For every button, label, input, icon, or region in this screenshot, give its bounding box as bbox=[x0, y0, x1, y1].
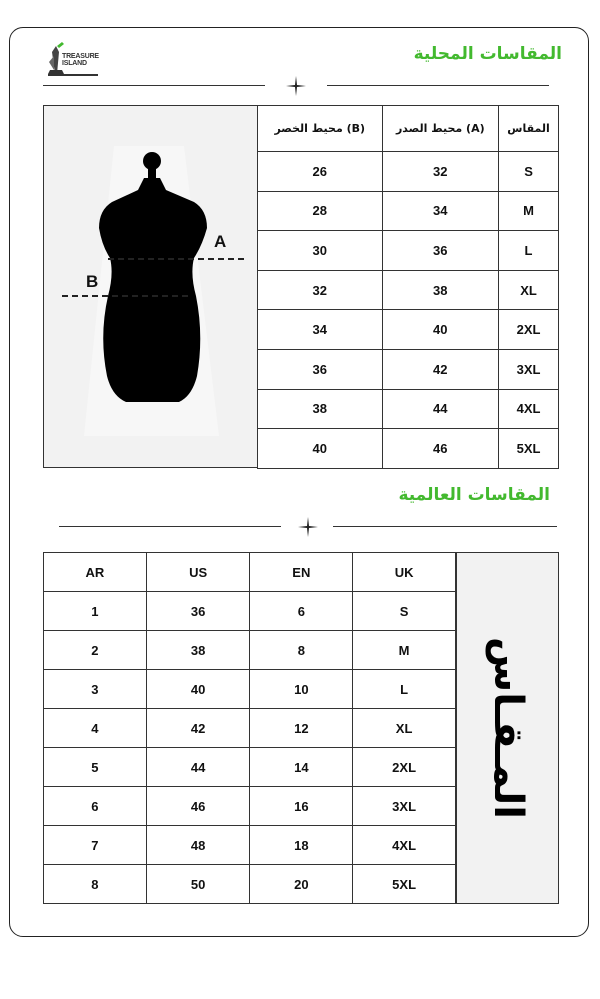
chest-cell: 34 bbox=[382, 191, 499, 231]
ar-cell: 2 bbox=[44, 631, 147, 670]
table-row bbox=[258, 270, 559, 310]
section-divider bbox=[59, 517, 557, 537]
chest-cell: 46 bbox=[382, 429, 499, 469]
table-row bbox=[258, 429, 559, 469]
brand-line2: ISLAND bbox=[62, 60, 87, 67]
us-cell: 48 bbox=[146, 826, 250, 865]
table-row bbox=[44, 592, 456, 631]
waist-cell: 32 bbox=[258, 270, 383, 310]
us-cell: 38 bbox=[146, 631, 250, 670]
header-ar: AR bbox=[44, 553, 147, 592]
sparkle-icon bbox=[298, 517, 318, 537]
table-row bbox=[258, 152, 559, 192]
us-cell: 46 bbox=[146, 787, 250, 826]
ar-cell: 4 bbox=[44, 709, 147, 748]
size-cell: L bbox=[499, 231, 559, 271]
en-cell: 8 bbox=[250, 631, 353, 670]
chest-cell: 44 bbox=[382, 389, 499, 429]
waist-cell: 28 bbox=[258, 191, 383, 231]
en-cell: 6 bbox=[250, 592, 353, 631]
size-cell: S bbox=[499, 152, 559, 192]
size-cell: 5XL bbox=[499, 429, 559, 469]
sparkle-icon bbox=[286, 76, 306, 96]
mannequin-figure bbox=[43, 105, 258, 468]
table-row bbox=[44, 670, 456, 709]
uk-cell: L bbox=[353, 670, 456, 709]
en-cell: 16 bbox=[250, 787, 353, 826]
table-row bbox=[44, 787, 456, 826]
label-b: B bbox=[86, 272, 99, 291]
table-row bbox=[258, 231, 559, 271]
en-cell: 20 bbox=[250, 865, 353, 904]
uk-cell: M bbox=[353, 631, 456, 670]
size-side-panel bbox=[456, 552, 559, 904]
table-row bbox=[44, 826, 456, 865]
us-cell: 50 bbox=[146, 865, 250, 904]
chest-cell: 36 bbox=[382, 231, 499, 271]
waist-cell: 40 bbox=[258, 429, 383, 469]
ar-cell: 6 bbox=[44, 787, 147, 826]
table-row bbox=[258, 349, 559, 389]
table-row bbox=[258, 191, 559, 231]
header-uk: UK bbox=[353, 553, 456, 592]
ar-cell: 1 bbox=[44, 592, 147, 631]
table-row bbox=[44, 709, 456, 748]
size-cell: 4XL bbox=[499, 389, 559, 429]
uk-cell: S bbox=[353, 592, 456, 631]
waist-cell: 36 bbox=[258, 349, 383, 389]
header-size: المقاس bbox=[499, 106, 559, 152]
brand-line1: TREASURE bbox=[62, 53, 99, 60]
table-header-row bbox=[44, 553, 456, 592]
header-waist: محيط الخصر (B) bbox=[258, 106, 383, 152]
size-cell: 3XL bbox=[499, 349, 559, 389]
us-cell: 42 bbox=[146, 709, 250, 748]
table-row bbox=[258, 310, 559, 350]
international-sizes-title: المقاسات العالمية bbox=[398, 485, 550, 505]
en-cell: 10 bbox=[250, 670, 353, 709]
header-chest: محيط الصدر (A) bbox=[382, 106, 499, 152]
waist-cell: 34 bbox=[258, 310, 383, 350]
uk-cell: 5XL bbox=[353, 865, 456, 904]
international-sizes-table bbox=[43, 552, 456, 904]
waist-cell: 38 bbox=[258, 389, 383, 429]
mannequin-icon bbox=[44, 106, 257, 467]
chest-cell: 40 bbox=[382, 310, 499, 350]
en-cell: 18 bbox=[250, 826, 353, 865]
table-row bbox=[44, 748, 456, 787]
table-row bbox=[258, 389, 559, 429]
brand-logo bbox=[46, 40, 106, 78]
ar-cell: 3 bbox=[44, 670, 147, 709]
size-cell: 2XL bbox=[499, 310, 559, 350]
size-cell: XL bbox=[499, 270, 559, 310]
table-row bbox=[44, 631, 456, 670]
ar-cell: 8 bbox=[44, 865, 147, 904]
ar-cell: 5 bbox=[44, 748, 147, 787]
uk-cell: XL bbox=[353, 709, 456, 748]
us-cell: 44 bbox=[146, 748, 250, 787]
en-cell: 14 bbox=[250, 748, 353, 787]
us-cell: 36 bbox=[146, 592, 250, 631]
us-cell: 40 bbox=[146, 670, 250, 709]
chest-cell: 32 bbox=[382, 152, 499, 192]
ar-cell: 7 bbox=[44, 826, 147, 865]
header-en: EN bbox=[250, 553, 353, 592]
local-sizes-title: المقاسات المحلية bbox=[413, 44, 562, 64]
en-cell: 12 bbox=[250, 709, 353, 748]
section-divider bbox=[43, 76, 549, 96]
uk-cell: 2XL bbox=[353, 748, 456, 787]
chest-cell: 42 bbox=[382, 349, 499, 389]
table-row bbox=[44, 865, 456, 904]
table-header-row bbox=[258, 106, 559, 152]
local-sizes-table bbox=[257, 105, 559, 469]
waist-cell: 26 bbox=[258, 152, 383, 192]
chest-cell: 38 bbox=[382, 270, 499, 310]
waist-cell: 30 bbox=[258, 231, 383, 271]
uk-cell: 3XL bbox=[353, 787, 456, 826]
size-vertical-label: المـقـاس bbox=[484, 637, 531, 819]
label-a: A bbox=[214, 232, 227, 251]
uk-cell: 4XL bbox=[353, 826, 456, 865]
size-cell: M bbox=[499, 191, 559, 231]
header-us: US bbox=[146, 553, 250, 592]
